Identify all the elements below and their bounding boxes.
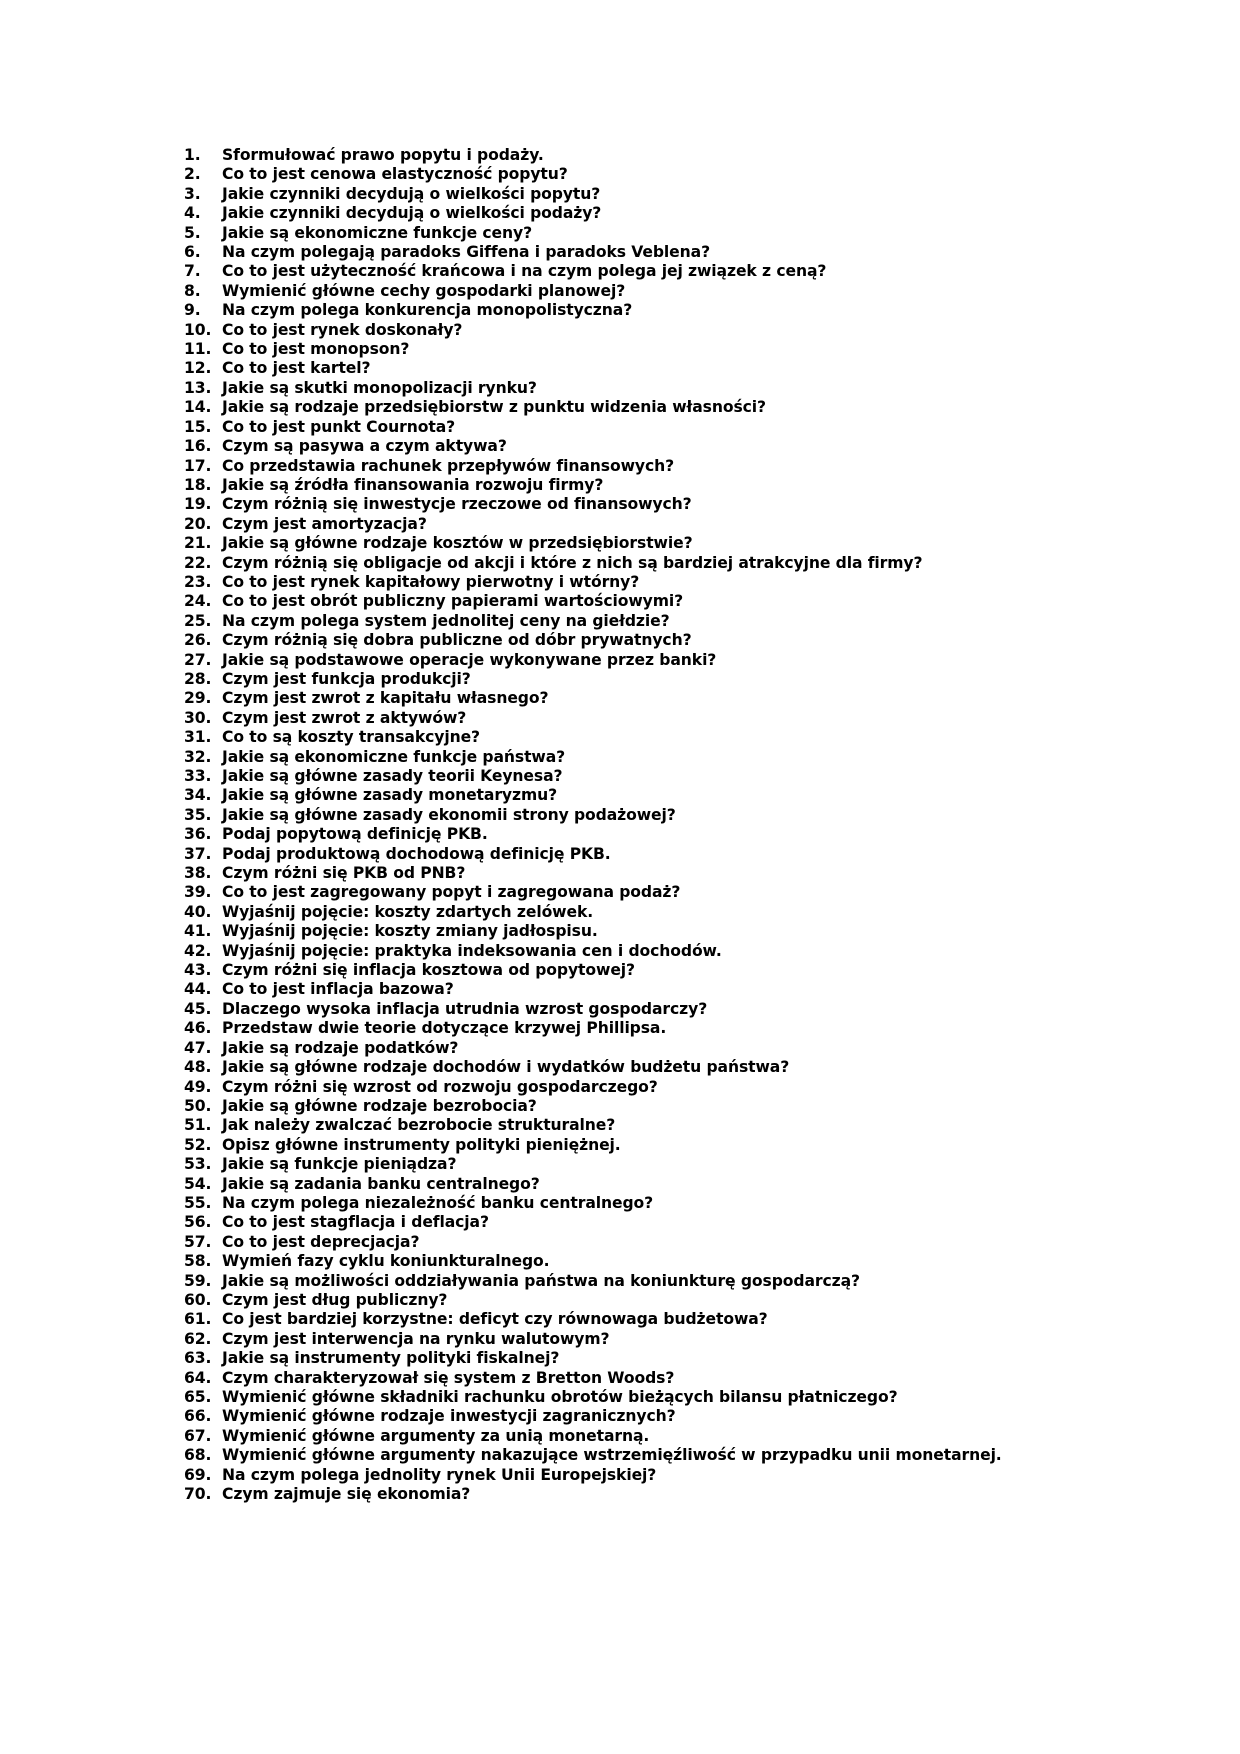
question-item [184,1213,1184,1232]
question-number: 11. [184,340,212,359]
question-item [184,864,1184,883]
question-item [184,825,1184,844]
question-item [184,1194,1184,1213]
question-item [184,1252,1184,1271]
question-item [184,1291,1184,1310]
question-text: Co to jest deprecjacja? [222,1232,420,1251]
question-number: 37. [184,844,212,863]
question-text: Jakie są główne rodzaje bezrobocia? [222,1096,537,1115]
question-text: Czym różnią się dobra publiczne od dóbr prywatnych? [222,631,692,650]
question-item [184,573,1184,592]
question-text: Jakie są główne rodzaje kosztów w przedsiębiorstwie? [222,534,693,553]
question-item [184,1175,1184,1194]
question-item [184,554,1184,573]
question-item [184,165,1184,184]
question-item [184,612,1184,631]
question-item [184,670,1184,689]
question-text: Opisz główne instrumenty polityki pieniężnej. [222,1135,621,1154]
question-text: Jakie są główne zasady teorii Keynesa? [222,767,563,785]
question-item [184,631,1184,650]
question-item [184,282,1184,301]
question-number: 24. [184,592,212,611]
question-text: Wymienić główne argumenty nakazujące wstrzemięźliwość w przypadku unii monetarnej. [222,1446,1002,1465]
question-item [184,301,1184,320]
question-text: Czym różnią się obligacje od akcji i które z nich są bardziej atrakcyjne dla firmy? [222,553,923,572]
question-number: 66. [184,1407,212,1426]
question-text: Jakie czynniki decydują o wielkości popytu? [222,184,601,203]
question-item [184,728,1184,747]
question-item [184,1039,1184,1058]
question-number: 51. [184,1116,212,1135]
question-number: 14. [184,398,212,417]
question-number: 62. [184,1329,212,1348]
question-text: Co to jest inflacja bazowa? [222,980,454,999]
question-item [184,321,1184,340]
question-item [184,340,1184,359]
question-item [184,1233,1184,1252]
question-item [184,961,1184,980]
question-text: Co to jest użyteczność krańcowa i na czym polega jej związek z ceną? [222,262,827,281]
question-item [184,903,1184,922]
question-item [184,1136,1184,1155]
question-text: Jakie są możliwości oddziaływania państwa na koniunkturę gospodarczą? [222,1271,860,1290]
question-number: 40. [184,902,212,921]
question-text: Wymień fazy cyklu koniunkturalnego. [222,1252,550,1271]
question-text: Co to jest stagflacja i deflacja? [222,1213,489,1232]
question-item [184,689,1184,708]
question-number: 61. [184,1310,212,1329]
question-number: 1. [184,146,201,164]
question-number: 18. [184,475,212,494]
question-text: Wyjaśnij pojęcie: koszty zdartych zelówek. [222,902,594,921]
question-item [184,262,1184,281]
question-number: 68. [184,1446,212,1465]
question-text: Jakie są główne zasady ekonomii strony podażowej? [222,805,676,824]
question-text: Czym różni się PKB od PNB? [222,864,466,883]
question-number: 49. [184,1077,212,1096]
question-number: 42. [184,941,212,960]
question-item [184,748,1184,767]
question-item [184,1388,1184,1407]
question-item [184,1349,1184,1368]
question-number: 67. [184,1426,212,1445]
question-number: 70. [184,1485,212,1504]
question-number: 60. [184,1290,212,1309]
question-text: Co to jest punkt Cournota? [222,417,456,436]
question-item [184,1446,1184,1465]
question-item [184,1407,1184,1426]
question-text: Jakie są funkcje pieniądza? [222,1155,457,1174]
question-item [184,1369,1184,1388]
question-number: 43. [184,961,212,980]
question-text: Czym jest zwrot z kapitału własnego? [222,689,549,708]
question-item [184,495,1184,514]
question-number: 5. [184,223,201,242]
question-text: Podaj popytową definicję PKB. [222,825,488,844]
question-item [184,592,1184,611]
question-text: Co przedstawia rachunek przepływów finansowych? [222,456,675,475]
question-number: 32. [184,747,212,766]
question-number: 58. [184,1252,212,1271]
question-text: Na czym polega konkurencja monopolistyczna? [222,301,633,320]
question-text: Jakie są ekonomiczne funkcje państwa? [222,747,566,766]
question-text: Dlaczego wysoka inflacja utrudnia wzrost gospodarczy? [222,999,708,1018]
question-item [184,243,1184,262]
question-text: Jakie są rodzaje podatków? [222,1038,459,1057]
question-text: Jakie są skutki monopolizacji rynku? [222,378,537,397]
question-number: 8. [184,281,201,300]
question-number: 46. [184,1019,212,1038]
question-text: Jakie są instrumenty polityki fiskalnej? [222,1349,560,1368]
question-item [184,359,1184,378]
question-text: Wyjaśnij pojęcie: praktyka indeksowania cen i dochodów. [222,941,722,960]
question-text: Co jest bardziej korzystne: deficyt czy równowaga budżetowa? [222,1310,768,1329]
question-number: 22. [184,553,212,572]
question-number: 34. [184,786,212,805]
question-number: 13. [184,378,212,397]
question-number: 44. [184,980,212,999]
question-number: 56. [184,1213,212,1232]
question-item [184,1097,1184,1116]
question-text: Co to jest zagregowany popyt i zagregowana podaż? [222,883,681,902]
question-item [184,786,1184,805]
question-number: 45. [184,999,212,1018]
question-item [184,224,1184,243]
question-item [184,1058,1184,1077]
question-text: Czym są pasywa a czym aktywa? [222,437,507,456]
question-item [184,1078,1184,1097]
question-number: 54. [184,1174,212,1193]
question-item [184,515,1184,534]
question-text: Na czym polega system jednolitej ceny na giełdzie? [222,611,670,630]
question-number: 6. [184,243,201,262]
question-number: 35. [184,805,212,824]
question-item [184,1330,1184,1349]
question-number: 65. [184,1388,212,1406]
question-number: 4. [184,204,201,223]
question-item [184,437,1184,456]
question-text: Wyjaśnij pojęcie: koszty zmiany jadłospisu. [222,922,598,941]
question-number: 10. [184,320,212,339]
question-text: Czym zajmuje się ekonomia? [222,1485,471,1504]
question-text: Co to są koszty transakcyjne? [222,728,481,747]
question-text: Jakie są główne zasady monetaryzmu? [222,786,558,805]
question-text: Co to jest rynek doskonały? [222,320,463,339]
question-number: 59. [184,1271,212,1290]
question-number: 55. [184,1193,212,1212]
question-number: 29. [184,689,212,708]
question-item [184,457,1184,476]
question-text: Czym różni się wzrost od rozwoju gospodarczego? [222,1077,658,1096]
question-item [184,1000,1184,1019]
question-number: 69. [184,1465,212,1484]
question-number: 27. [184,650,212,669]
question-text: Wymienić główne rodzaje inwestycji zagranicznych? [222,1407,676,1426]
question-text: Co to jest rynek kapitałowy pierwotny i wtórny? [222,572,640,591]
question-text: Co to jest cenowa elastyczność popytu? [222,165,568,184]
question-text: Jak należy zwalczać bezrobocie strukturalne? [222,1116,616,1135]
question-text: Czym jest zwrot z aktywów? [222,708,467,727]
question-item [184,806,1184,825]
question-number: 9. [184,301,201,320]
question-number: 7. [184,262,201,281]
question-text: Jakie są źródła finansowania rozwoju firmy? [222,475,604,494]
question-item [184,534,1184,553]
question-item [184,1272,1184,1291]
question-number: 53. [184,1155,212,1174]
question-item [184,767,1184,786]
question-text: Co to jest monopson? [222,340,410,359]
question-item [184,418,1184,437]
question-number: 64. [184,1368,212,1387]
question-item [184,1019,1184,1038]
question-item [184,398,1184,417]
question-number: 3. [184,184,201,203]
question-number: 25. [184,611,212,630]
question-item [184,1116,1184,1135]
question-text: Jakie czynniki decydują o wielkości podaży? [222,204,602,223]
question-number: 50. [184,1096,212,1115]
question-text: Czym jest amortyzacja? [222,514,427,533]
question-text: Jakie są rodzaje przedsiębiorstw z punktu widzenia własności? [222,398,766,417]
question-number: 33. [184,767,212,785]
question-text: Wymienić główne argumenty za unią monetarną. [222,1426,650,1445]
question-item [184,185,1184,204]
question-text: Wymienić główne składniki rachunku obrotów bieżących bilansu płatniczego? [222,1388,898,1406]
question-item [184,146,1184,165]
question-item [184,845,1184,864]
question-item [184,1485,1184,1504]
question-list [184,146,1184,1504]
question-text: Czym różnią się inwestycje rzeczowe od finansowych? [222,495,692,514]
question-item [184,204,1184,223]
question-number: 52. [184,1135,212,1154]
question-text: Co to jest kartel? [222,359,371,378]
question-number: 41. [184,922,212,941]
question-text: Jakie są podstawowe operacje wykonywane przez banki? [222,650,717,669]
question-item [184,942,1184,961]
question-text: Czym różni się inflacja kosztowa od popytowej? [222,961,635,980]
question-number: 12. [184,359,212,378]
question-number: 17. [184,456,212,475]
question-text: Podaj produktową dochodową definicję PKB. [222,844,611,863]
question-number: 26. [184,631,212,650]
question-number: 28. [184,669,212,688]
question-text: Czym charakteryzował się system z Bretton Woods? [222,1368,675,1387]
question-number: 21. [184,534,212,553]
question-number: 36. [184,825,212,844]
question-number: 19. [184,495,212,514]
question-number: 23. [184,572,212,591]
question-item [184,883,1184,902]
question-item [184,709,1184,728]
question-number: 39. [184,883,212,902]
question-number: 2. [184,165,201,184]
question-item [184,476,1184,495]
question-text: Czym jest dług publiczny? [222,1290,448,1309]
question-number: 57. [184,1232,212,1251]
question-text: Jakie są główne rodzaje dochodów i wydatków budżetu państwa? [222,1058,790,1077]
question-number: 15. [184,417,212,436]
question-number: 16. [184,437,212,456]
question-text: Na czym polega jednolity rynek Unii Europejskiej? [222,1465,657,1484]
question-number: 20. [184,514,212,533]
question-number: 63. [184,1349,212,1368]
question-number: 48. [184,1058,212,1077]
question-item [184,980,1184,999]
question-item [184,1466,1184,1485]
question-text: Jakie są zadania banku centralnego? [222,1174,540,1193]
question-text: Wymienić główne cechy gospodarki planowej? [222,281,626,300]
question-text: Czym jest interwencja na rynku walutowym? [222,1329,610,1348]
question-text: Co to jest obrót publiczny papierami wartościowymi? [222,592,684,611]
question-number: 38. [184,864,212,883]
question-number: 30. [184,708,212,727]
question-text: Jakie są ekonomiczne funkcje ceny? [222,223,533,242]
question-text: Przedstaw dwie teorie dotyczące krzywej Phillipsa. [222,1019,667,1038]
question-number: 47. [184,1038,212,1057]
question-item [184,1427,1184,1446]
question-text: Czym jest funkcja produkcji? [222,669,471,688]
question-item [184,379,1184,398]
question-number: 31. [184,728,212,747]
question-item [184,1310,1184,1329]
question-item [184,922,1184,941]
question-text: Na czym polega niezależność banku centralnego? [222,1193,654,1212]
question-text: Sformułować prawo popytu i podaży. [222,146,544,164]
question-item [184,651,1184,670]
question-item [184,1155,1184,1174]
question-text: Na czym polegają paradoks Giffena i paradoks Veblena? [222,243,711,262]
